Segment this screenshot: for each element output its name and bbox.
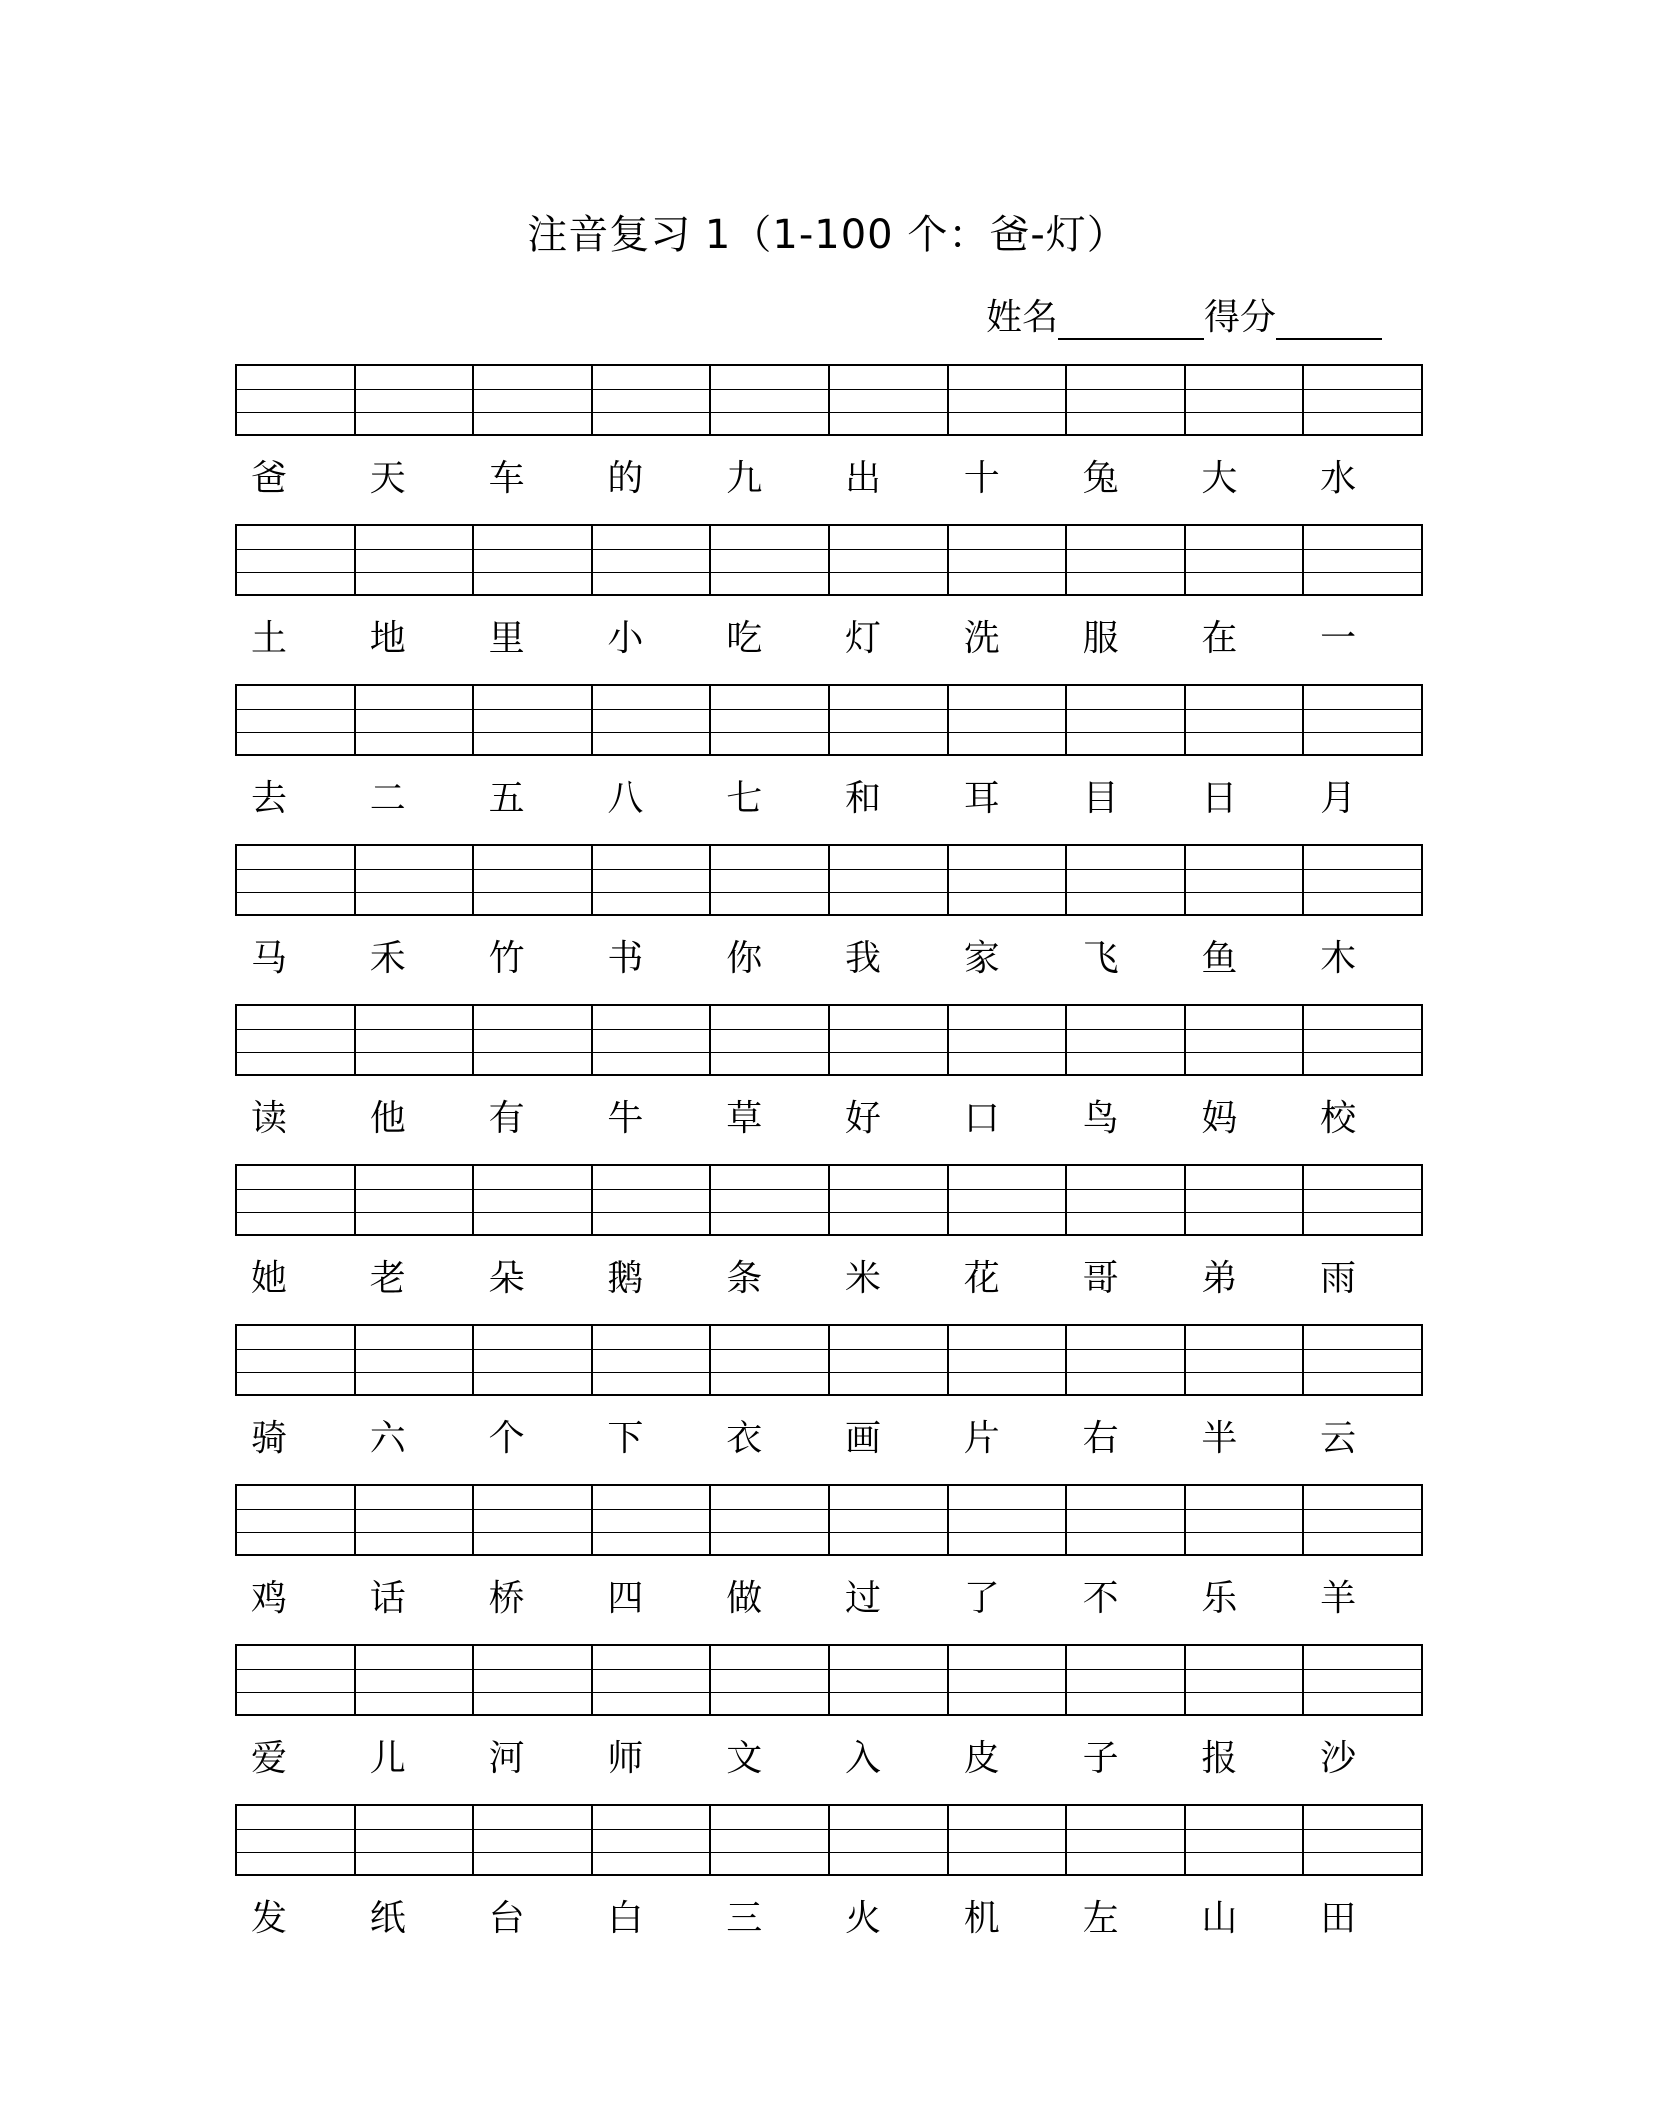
hanzi-character: 桥 xyxy=(488,1578,525,1619)
pinyin-cell[interactable] xyxy=(830,1006,949,1074)
hanzi-character: 飞 xyxy=(1082,938,1119,979)
hanzi-character: 一 xyxy=(1320,618,1357,659)
pinyin-cell[interactable] xyxy=(474,686,593,754)
pinyin-cell[interactable] xyxy=(830,1806,949,1874)
pinyin-cell[interactable] xyxy=(711,1006,830,1074)
name-blank[interactable] xyxy=(1058,294,1204,340)
pinyin-cell[interactable] xyxy=(1304,1166,1423,1234)
pinyin-cell[interactable] xyxy=(1067,1486,1186,1554)
pinyin-cell[interactable] xyxy=(356,1326,475,1394)
character-row xyxy=(235,614,1423,664)
hanzi-character: 去 xyxy=(251,778,288,819)
hanzi-character: 草 xyxy=(726,1098,763,1139)
worksheet-row xyxy=(235,1484,1423,1644)
pinyin-cell[interactable] xyxy=(593,1806,712,1874)
pinyin-cell[interactable] xyxy=(1067,1326,1186,1394)
hanzi-character: 水 xyxy=(1320,458,1357,499)
name-label: 姓名 xyxy=(986,297,1059,338)
pinyin-writing-grid xyxy=(235,684,1423,756)
hanzi-character: 的 xyxy=(607,458,644,499)
hanzi-character: 读 xyxy=(251,1098,288,1139)
hanzi-character: 火 xyxy=(844,1898,881,1939)
pinyin-cell[interactable] xyxy=(711,846,830,914)
pinyin-cell[interactable] xyxy=(949,846,1068,914)
pinyin-cell[interactable] xyxy=(949,1486,1068,1554)
hanzi-character: 七 xyxy=(726,778,763,819)
hanzi-character: 在 xyxy=(1201,618,1238,659)
pinyin-cell[interactable] xyxy=(830,1326,949,1394)
pinyin-cell[interactable] xyxy=(1304,1486,1423,1554)
pinyin-cell[interactable] xyxy=(1067,366,1186,434)
hanzi-character: 鹅 xyxy=(607,1258,644,1299)
hanzi-character: 花 xyxy=(963,1258,1000,1299)
hanzi-character: 大 xyxy=(1201,458,1238,499)
character-row xyxy=(235,1414,1423,1464)
hanzi-character: 土 xyxy=(251,618,288,659)
pinyin-cell[interactable] xyxy=(1067,1806,1186,1874)
pinyin-cell[interactable] xyxy=(237,686,356,754)
pinyin-cell[interactable] xyxy=(1304,1806,1423,1874)
pinyin-cell[interactable] xyxy=(949,1806,1068,1874)
pinyin-cell[interactable] xyxy=(356,526,475,594)
hanzi-character: 牛 xyxy=(607,1098,644,1139)
pinyin-cell[interactable] xyxy=(1186,1486,1305,1554)
hanzi-character: 田 xyxy=(1320,1898,1357,1939)
worksheet-row xyxy=(235,1004,1423,1164)
hanzi-character: 儿 xyxy=(369,1738,406,1779)
pinyin-cell[interactable] xyxy=(237,526,356,594)
hanzi-character: 机 xyxy=(963,1898,1000,1939)
hanzi-character: 爸 xyxy=(251,458,288,499)
pinyin-writing-grid xyxy=(235,524,1423,596)
pinyin-cell[interactable] xyxy=(1304,1006,1423,1074)
hanzi-character: 羊 xyxy=(1320,1578,1357,1619)
hanzi-character: 白 xyxy=(607,1898,644,1939)
pinyin-cell[interactable] xyxy=(237,1326,356,1394)
pinyin-cell[interactable] xyxy=(593,1646,712,1714)
pinyin-writing-grid xyxy=(235,1484,1423,1556)
hanzi-character: 皮 xyxy=(963,1738,1000,1779)
pinyin-cell[interactable] xyxy=(1304,1646,1423,1714)
hanzi-character: 三 xyxy=(726,1898,763,1939)
hanzi-character: 片 xyxy=(963,1418,1000,1459)
worksheet xyxy=(235,364,1423,1964)
hanzi-character: 车 xyxy=(488,458,525,499)
score-label: 得分 xyxy=(1204,297,1277,338)
hanzi-character: 做 xyxy=(726,1578,763,1619)
hanzi-character: 鸟 xyxy=(1082,1098,1119,1139)
pinyin-cell[interactable] xyxy=(949,1166,1068,1234)
pinyin-cell[interactable] xyxy=(237,1806,356,1874)
hanzi-character: 好 xyxy=(844,1098,881,1139)
pinyin-cell[interactable] xyxy=(949,1006,1068,1074)
hanzi-character: 纸 xyxy=(369,1898,406,1939)
hanzi-character: 有 xyxy=(488,1098,525,1139)
hanzi-character: 灯 xyxy=(844,618,881,659)
pinyin-cell[interactable] xyxy=(593,1006,712,1074)
character-row xyxy=(235,1894,1423,1944)
worksheet-row xyxy=(235,1324,1423,1484)
hanzi-character: 木 xyxy=(1320,938,1357,979)
character-row xyxy=(235,454,1423,504)
pinyin-cell[interactable] xyxy=(711,526,830,594)
pinyin-cell[interactable] xyxy=(593,366,712,434)
character-row xyxy=(235,1734,1423,1784)
hanzi-character: 月 xyxy=(1320,778,1357,819)
hanzi-character: 山 xyxy=(1201,1898,1238,1939)
hanzi-character: 五 xyxy=(488,778,525,819)
hanzi-character: 衣 xyxy=(726,1418,763,1459)
pinyin-cell[interactable] xyxy=(949,1646,1068,1714)
hanzi-character: 米 xyxy=(844,1258,881,1299)
pinyin-writing-grid xyxy=(235,364,1423,436)
hanzi-character: 八 xyxy=(607,778,644,819)
hanzi-character: 我 xyxy=(844,938,881,979)
hanzi-character: 兔 xyxy=(1082,458,1119,499)
pinyin-cell[interactable] xyxy=(1186,846,1305,914)
hanzi-character: 台 xyxy=(488,1898,525,1939)
hanzi-character: 书 xyxy=(607,938,644,979)
hanzi-character: 右 xyxy=(1082,1418,1119,1459)
hanzi-character: 耳 xyxy=(963,778,1000,819)
pinyin-cell[interactable] xyxy=(1186,1806,1305,1874)
hanzi-character: 洗 xyxy=(963,618,1000,659)
pinyin-cell[interactable] xyxy=(474,846,593,914)
pinyin-writing-grid xyxy=(235,844,1423,916)
worksheet-row xyxy=(235,844,1423,1004)
hanzi-character: 你 xyxy=(726,938,763,979)
hanzi-character: 里 xyxy=(488,618,525,659)
student-info xyxy=(986,292,1382,340)
hanzi-character: 她 xyxy=(251,1258,288,1299)
hanzi-character: 报 xyxy=(1201,1738,1238,1779)
hanzi-character: 小 xyxy=(607,618,644,659)
pinyin-cell[interactable] xyxy=(711,1326,830,1394)
hanzi-character: 马 xyxy=(251,938,288,979)
pinyin-cell[interactable] xyxy=(1304,846,1423,914)
pinyin-cell[interactable] xyxy=(474,1326,593,1394)
hanzi-character: 口 xyxy=(963,1098,1000,1139)
character-row xyxy=(235,1094,1423,1144)
pinyin-cell[interactable] xyxy=(830,1166,949,1234)
hanzi-character: 沙 xyxy=(1320,1738,1357,1779)
hanzi-character: 四 xyxy=(607,1578,644,1619)
hanzi-character: 吃 xyxy=(726,618,763,659)
hanzi-character: 出 xyxy=(844,458,881,499)
pinyin-cell[interactable] xyxy=(830,366,949,434)
hanzi-character: 哥 xyxy=(1082,1258,1119,1299)
pinyin-cell[interactable] xyxy=(593,1486,712,1554)
hanzi-character: 老 xyxy=(369,1258,406,1299)
hanzi-character: 文 xyxy=(726,1738,763,1779)
hanzi-character: 服 xyxy=(1082,618,1119,659)
character-row xyxy=(235,774,1423,824)
pinyin-cell[interactable] xyxy=(1304,366,1423,434)
character-row xyxy=(235,934,1423,984)
pinyin-cell[interactable] xyxy=(474,1646,593,1714)
hanzi-character: 入 xyxy=(844,1738,881,1779)
page-title: 注音复习 1（1-100 个：爸-灯） xyxy=(527,212,1128,258)
hanzi-character: 不 xyxy=(1082,1578,1119,1619)
pinyin-cell[interactable] xyxy=(237,846,356,914)
pinyin-cell[interactable] xyxy=(593,686,712,754)
hanzi-character: 了 xyxy=(963,1578,1000,1619)
hanzi-character: 云 xyxy=(1320,1418,1357,1459)
pinyin-cell[interactable] xyxy=(711,366,830,434)
pinyin-cell[interactable] xyxy=(711,686,830,754)
pinyin-cell[interactable] xyxy=(474,1806,593,1874)
hanzi-character: 河 xyxy=(488,1738,525,1779)
score-blank[interactable] xyxy=(1276,294,1382,340)
hanzi-character: 他 xyxy=(369,1098,406,1139)
hanzi-character: 天 xyxy=(369,458,406,499)
pinyin-cell[interactable] xyxy=(474,1166,593,1234)
worksheet-row xyxy=(235,524,1423,684)
hanzi-character: 爱 xyxy=(251,1738,288,1779)
pinyin-cell[interactable] xyxy=(711,1166,830,1234)
pinyin-cell[interactable] xyxy=(593,1326,712,1394)
pinyin-cell[interactable] xyxy=(1067,846,1186,914)
pinyin-cell[interactable] xyxy=(474,1006,593,1074)
hanzi-character: 目 xyxy=(1082,778,1119,819)
hanzi-character: 左 xyxy=(1082,1898,1119,1939)
pinyin-cell[interactable] xyxy=(356,846,475,914)
worksheet-row xyxy=(235,1164,1423,1324)
pinyin-cell[interactable] xyxy=(356,1486,475,1554)
pinyin-cell[interactable] xyxy=(356,1006,475,1074)
worksheet-row xyxy=(235,684,1423,844)
pinyin-cell[interactable] xyxy=(1186,1166,1305,1234)
hanzi-character: 竹 xyxy=(488,938,525,979)
pinyin-cell[interactable] xyxy=(1186,1326,1305,1394)
hanzi-character: 师 xyxy=(607,1738,644,1779)
pinyin-cell[interactable] xyxy=(949,686,1068,754)
hanzi-character: 子 xyxy=(1082,1738,1119,1779)
pinyin-cell[interactable] xyxy=(356,1806,475,1874)
pinyin-cell[interactable] xyxy=(356,686,475,754)
hanzi-character: 个 xyxy=(488,1418,525,1459)
pinyin-cell[interactable] xyxy=(830,1646,949,1714)
pinyin-cell[interactable] xyxy=(711,1486,830,1554)
hanzi-character: 过 xyxy=(844,1578,881,1619)
hanzi-character: 和 xyxy=(844,778,881,819)
pinyin-cell[interactable] xyxy=(1067,526,1186,594)
hanzi-character: 朵 xyxy=(488,1258,525,1299)
pinyin-cell[interactable] xyxy=(1304,1326,1423,1394)
pinyin-cell[interactable] xyxy=(711,1646,830,1714)
pinyin-cell[interactable] xyxy=(1304,686,1423,754)
pinyin-cell[interactable] xyxy=(1186,1006,1305,1074)
hanzi-character: 画 xyxy=(844,1418,881,1459)
hanzi-character: 日 xyxy=(1201,778,1238,819)
worksheet-row xyxy=(235,1644,1423,1804)
pinyin-cell[interactable] xyxy=(1186,366,1305,434)
hanzi-character: 妈 xyxy=(1201,1098,1238,1139)
pinyin-cell[interactable] xyxy=(1067,1006,1186,1074)
pinyin-cell[interactable] xyxy=(1067,1166,1186,1234)
pinyin-cell[interactable] xyxy=(949,1326,1068,1394)
pinyin-cell[interactable] xyxy=(1186,526,1305,594)
hanzi-character: 鸡 xyxy=(251,1578,288,1619)
character-row xyxy=(235,1254,1423,1304)
pinyin-cell[interactable] xyxy=(474,526,593,594)
pinyin-cell[interactable] xyxy=(1067,1646,1186,1714)
pinyin-cell[interactable] xyxy=(1067,686,1186,754)
pinyin-cell[interactable] xyxy=(830,686,949,754)
pinyin-cell[interactable] xyxy=(356,1646,475,1714)
pinyin-cell[interactable] xyxy=(711,1806,830,1874)
pinyin-cell[interactable] xyxy=(237,1006,356,1074)
pinyin-cell[interactable] xyxy=(1186,1646,1305,1714)
pinyin-cell[interactable] xyxy=(1186,686,1305,754)
pinyin-cell[interactable] xyxy=(1304,526,1423,594)
hanzi-character: 地 xyxy=(369,618,406,659)
pinyin-cell[interactable] xyxy=(949,526,1068,594)
hanzi-character: 半 xyxy=(1201,1418,1238,1459)
pinyin-writing-grid xyxy=(235,1164,1423,1236)
hanzi-character: 校 xyxy=(1320,1098,1357,1139)
hanzi-character: 乐 xyxy=(1201,1578,1238,1619)
character-row xyxy=(235,1574,1423,1624)
hanzi-character: 六 xyxy=(369,1418,406,1459)
pinyin-cell[interactable] xyxy=(474,366,593,434)
hanzi-character: 下 xyxy=(607,1418,644,1459)
hanzi-character: 雨 xyxy=(1320,1258,1357,1299)
hanzi-character: 十 xyxy=(963,458,1000,499)
pinyin-writing-grid xyxy=(235,1804,1423,1876)
pinyin-cell[interactable] xyxy=(237,1486,356,1554)
hanzi-character: 九 xyxy=(726,458,763,499)
pinyin-writing-grid xyxy=(235,1644,1423,1716)
hanzi-character: 发 xyxy=(251,1898,288,1939)
pinyin-cell[interactable] xyxy=(593,1166,712,1234)
hanzi-character: 禾 xyxy=(369,938,406,979)
hanzi-character: 条 xyxy=(726,1258,763,1299)
hanzi-character: 鱼 xyxy=(1201,938,1238,979)
hanzi-character: 骑 xyxy=(251,1418,288,1459)
pinyin-cell[interactable] xyxy=(830,1486,949,1554)
hanzi-character: 话 xyxy=(369,1578,406,1619)
pinyin-cell[interactable] xyxy=(593,846,712,914)
pinyin-cell[interactable] xyxy=(237,1166,356,1234)
pinyin-cell[interactable] xyxy=(356,366,475,434)
pinyin-cell[interactable] xyxy=(474,1486,593,1554)
pinyin-writing-grid xyxy=(235,1324,1423,1396)
hanzi-character: 弟 xyxy=(1201,1258,1238,1299)
worksheet-row xyxy=(235,1804,1423,1964)
pinyin-cell[interactable] xyxy=(830,846,949,914)
pinyin-writing-grid xyxy=(235,1004,1423,1076)
pinyin-cell[interactable] xyxy=(830,526,949,594)
pinyin-cell[interactable] xyxy=(237,1646,356,1714)
pinyin-cell[interactable] xyxy=(356,1166,475,1234)
pinyin-cell[interactable] xyxy=(949,366,1068,434)
pinyin-cell[interactable] xyxy=(237,366,356,434)
hanzi-character: 二 xyxy=(369,778,406,819)
pinyin-cell[interactable] xyxy=(593,526,712,594)
worksheet-row xyxy=(235,364,1423,524)
hanzi-character: 家 xyxy=(963,938,1000,979)
